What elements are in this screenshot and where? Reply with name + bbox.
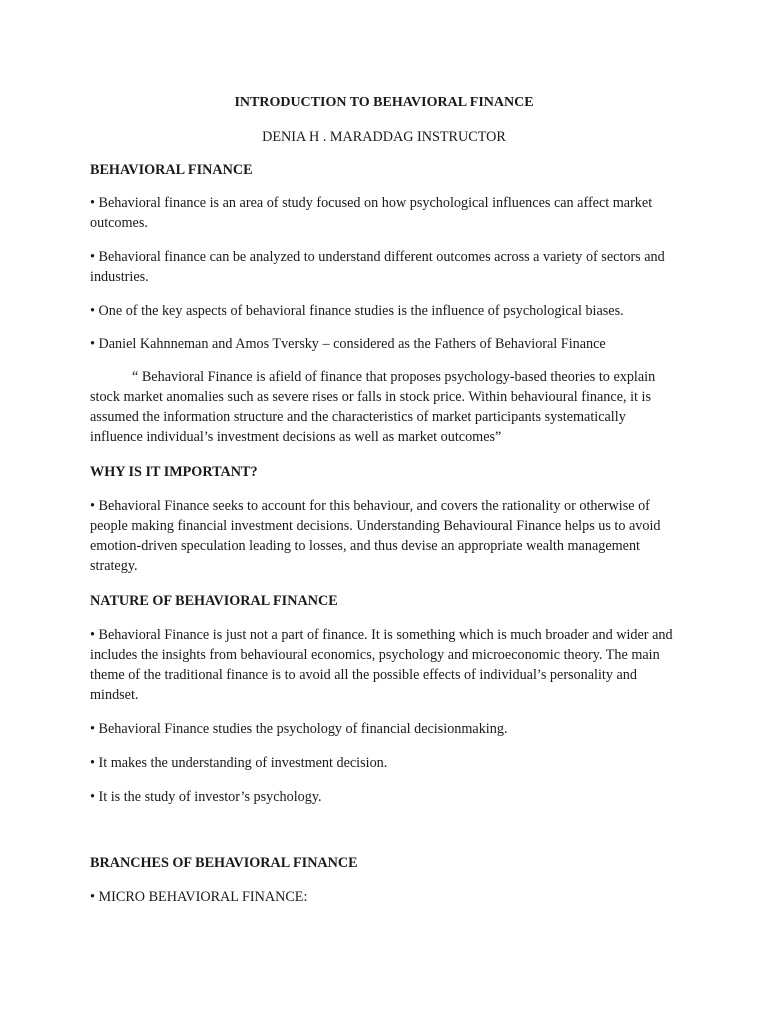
- bullet-paragraph: • Behavioral Finance is just not a part of finance. It is something which is much broader and wider and includes the insights from behavioural economics, psychology and microeconomic theory. The main theme of the traditional finance is to avoid all the possible effects of individual’s personality and mindset.: [90, 627, 673, 703]
- section-heading-why-important: WHY IS IT IMPORTANT?: [90, 464, 258, 480]
- document-author: DENIA H . MARADDAG INSTRUCTOR: [262, 129, 506, 145]
- bullet-paragraph: • Behavioral Finance seeks to account for this behaviour, and covers the rationality or otherwise of people making financial investment decisions. Understanding Behavioural Finance helps us to avoid emotion-driven speculation leading to losses, and thus devise an appropriate wealth management strategy.: [90, 498, 661, 574]
- bullet-paragraph: • One of the key aspects of behavioral finance studies is the influence of psychological biases.: [90, 303, 624, 319]
- bullet-paragraph: • Behavioral Finance studies the psychology of financial decisionmaking.: [90, 721, 508, 737]
- bullet-paragraph: • It makes the understanding of investment decision.: [90, 755, 388, 771]
- quote-paragraph: “ Behavioral Finance is afield of finance that proposes psychology-based theories to explain stock market anomalies such as severe rises or falls in stock price. Within behavioural finance, it is assumed the information structure and the characteristics of market participants systematically influence individual’s investment decisions as well as market outcomes”: [90, 369, 656, 445]
- document-title: INTRODUCTION TO BEHAVIORAL FINANCE: [234, 95, 534, 110]
- bullet-paragraph: • It is the study of investor’s psychology.: [90, 789, 322, 805]
- section-heading-nature: NATURE OF BEHAVIORAL FINANCE: [90, 593, 338, 609]
- bullet-paragraph: • Daniel Kahnneman and Amos Tversky – considered as the Fathers of Behavioral Finance: [90, 336, 606, 352]
- bullet-paragraph: • MICRO BEHAVIORAL FINANCE:: [90, 889, 308, 905]
- bullet-paragraph: • Behavioral finance can be analyzed to understand different outcomes across a variety of sectors and industries.: [90, 249, 665, 285]
- section-heading-behavioral-finance: BEHAVIORAL FINANCE: [90, 162, 253, 178]
- bullet-paragraph: • Behavioral finance is an area of study focused on how psychological influences can affect market outcomes.: [90, 195, 653, 231]
- section-heading-branches: BRANCHES OF BEHAVIORAL FINANCE: [90, 855, 358, 871]
